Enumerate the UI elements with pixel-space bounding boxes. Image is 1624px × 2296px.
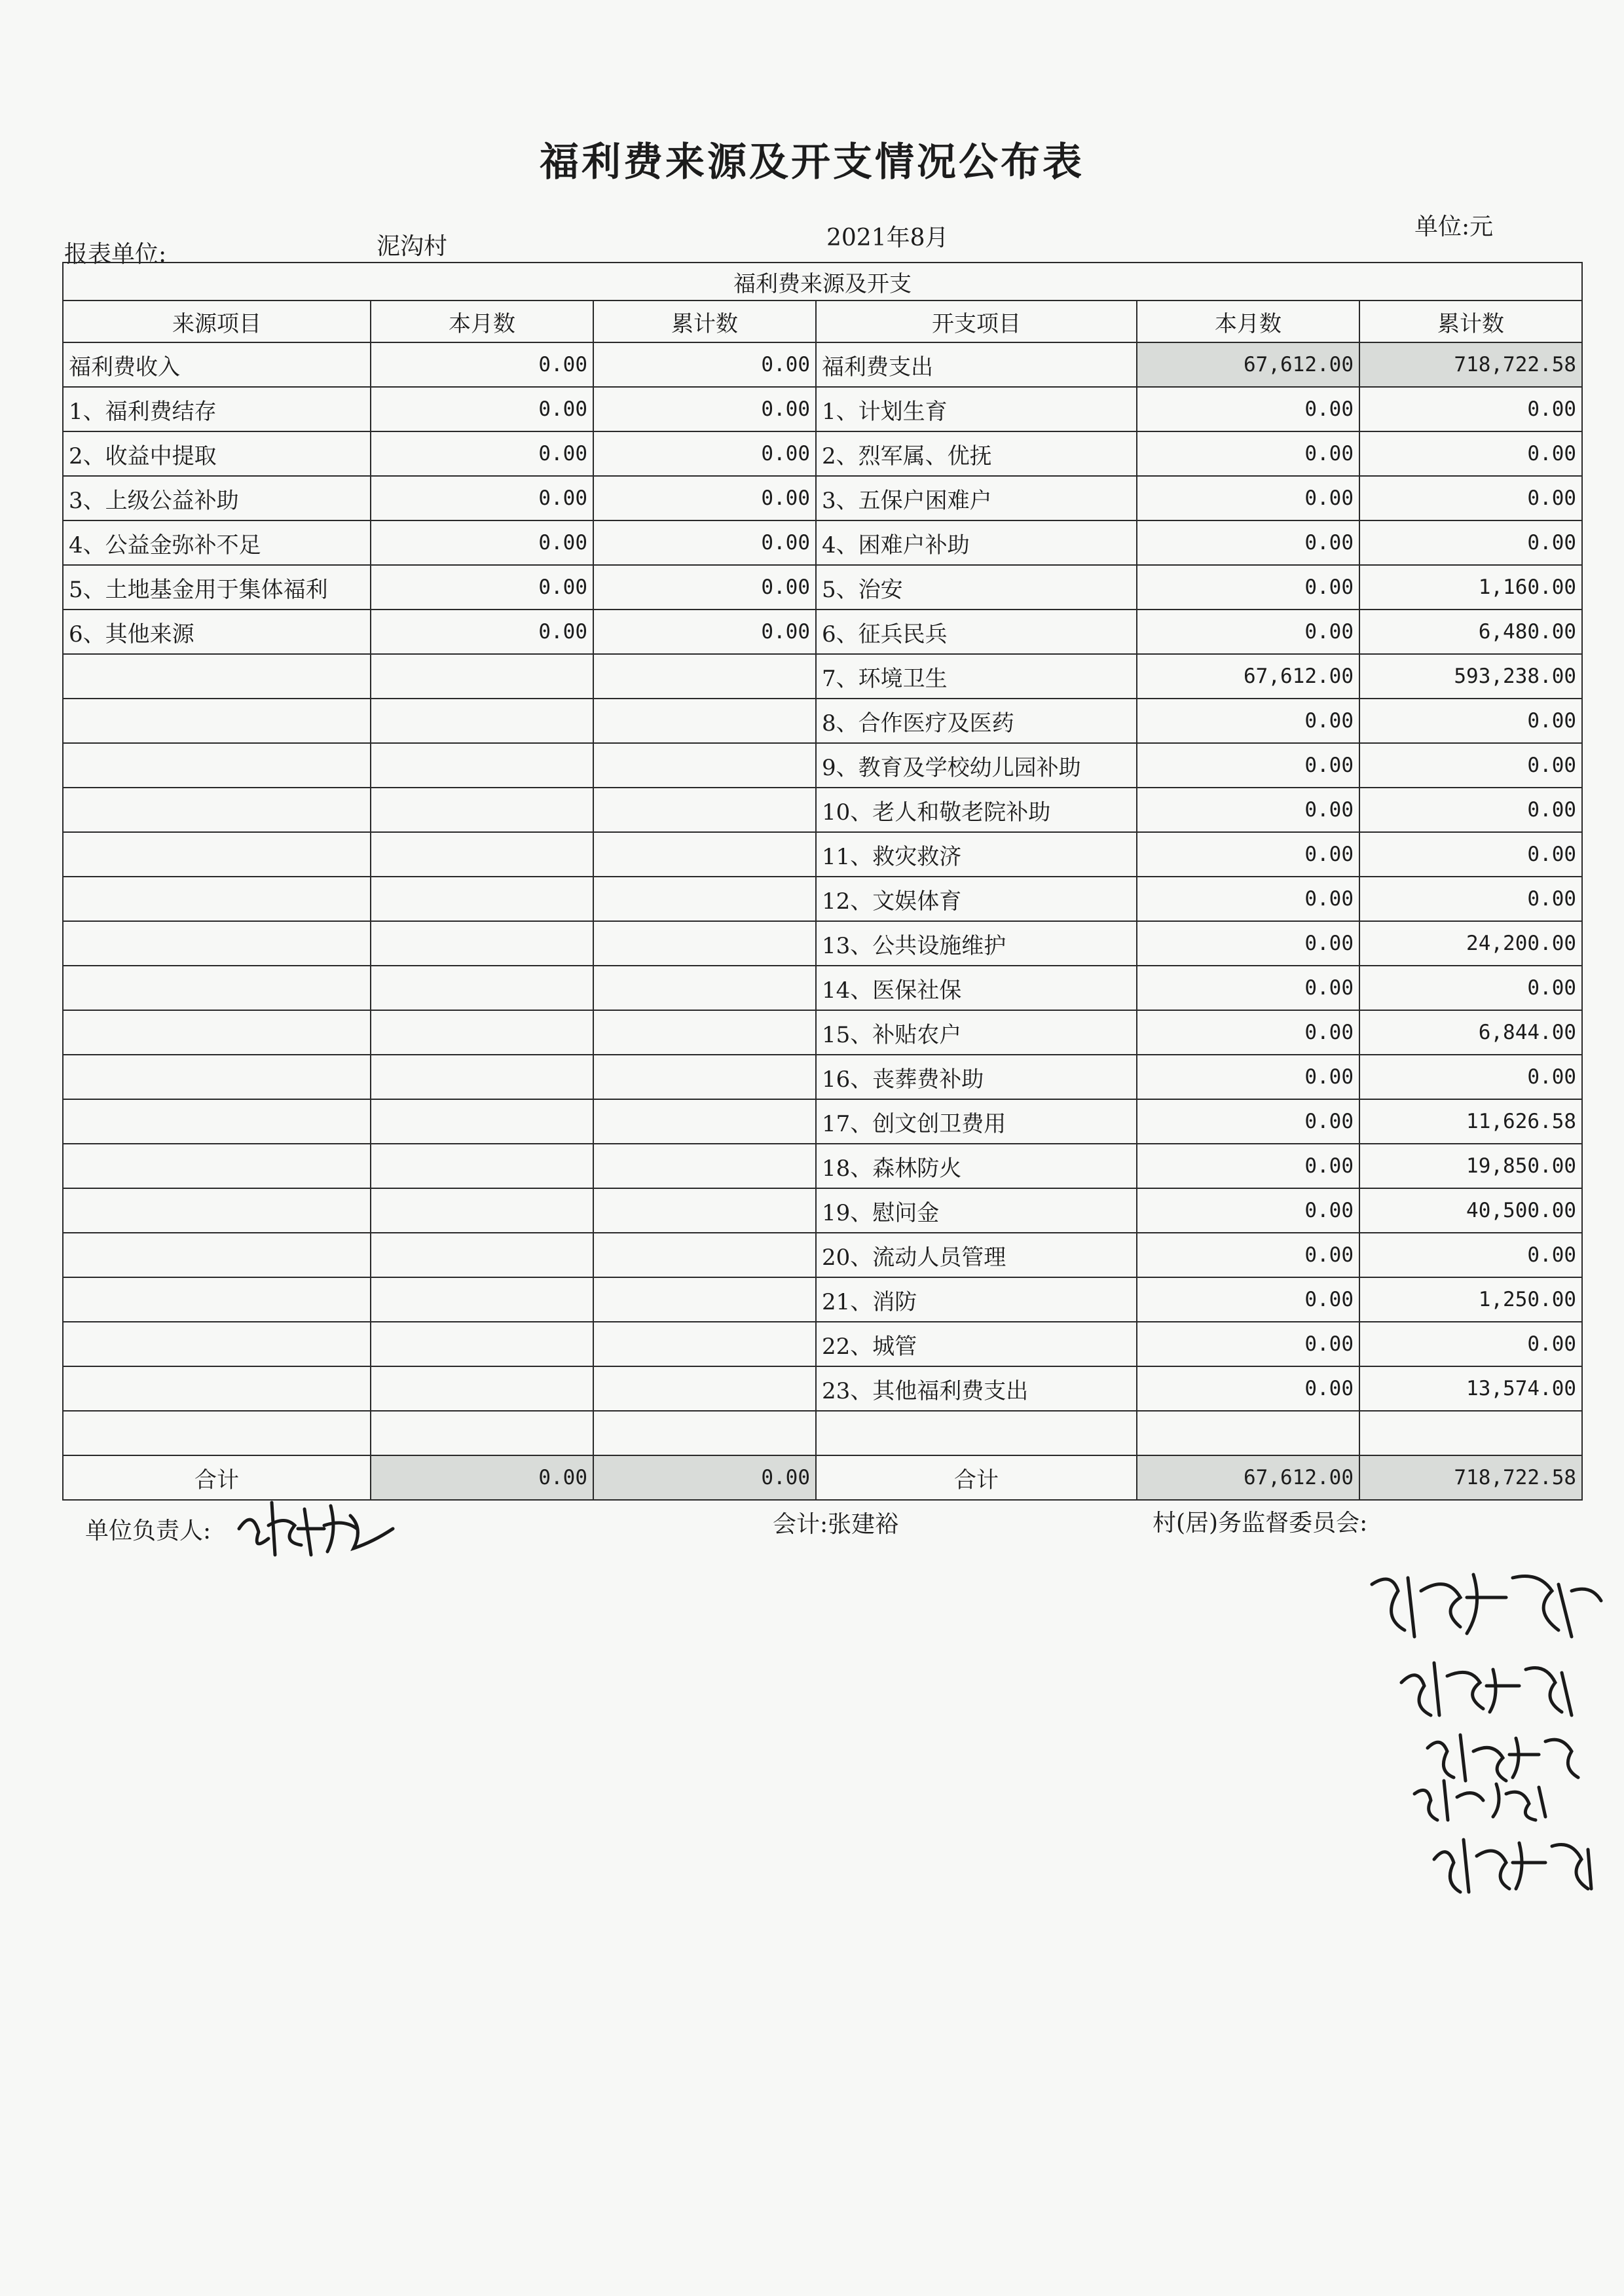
expense-item-cell: 10、老人和敬老院补助 [816, 788, 1137, 832]
source-cumulative-cell [593, 1010, 816, 1055]
table-row [63, 1010, 1582, 1055]
expense-month-cell: 0.00 [1137, 788, 1359, 832]
expense-month-cell: 0.00 [1137, 1277, 1359, 1322]
source-item-cell [63, 654, 371, 699]
source-item-cell [63, 877, 371, 921]
source-month-cell: 0.00 [371, 610, 593, 654]
source-item-cell [63, 832, 371, 877]
expense-item-cell: 6、征兵民兵 [816, 610, 1137, 654]
expense-item-cell: 7、环境卫生 [816, 654, 1137, 699]
source-cumulative-cell [593, 788, 816, 832]
expense-cumulative-cell: 13,574.00 [1359, 1366, 1582, 1411]
expense-item-cell: 20、流动人员管理 [816, 1233, 1137, 1277]
table-row [63, 610, 1582, 654]
expense-month-cell [1137, 1411, 1359, 1455]
source-item-cell [63, 743, 371, 788]
expense-item-cell: 22、城管 [816, 1322, 1137, 1366]
accountant-label: 会计:张建裕 [773, 1511, 899, 1538]
expense-cumulative-cell: 6,844.00 [1359, 1010, 1582, 1055]
col-expense-item: 开支项目 [816, 301, 1137, 342]
source-cumulative-cell: 0.00 [593, 520, 816, 565]
expense-cumulative-cell: 0.00 [1359, 520, 1582, 565]
expense-item-cell: 12、文娱体育 [816, 877, 1137, 921]
expense-cumulative-cell: 0.00 [1359, 966, 1582, 1010]
expense-month-cell: 0.00 [1137, 832, 1359, 877]
expense-cumulative-cell: 19,850.00 [1359, 1144, 1582, 1188]
table-row [63, 1144, 1582, 1188]
source-month-cell [371, 966, 593, 1010]
expense-month-cell: 0.00 [1137, 565, 1359, 610]
source-month-cell: 0.00 [371, 476, 593, 520]
expense-month-cell: 0.00 [1137, 1366, 1359, 1411]
source-cumulative-cell [593, 921, 816, 966]
expense-item-cell [816, 1411, 1137, 1455]
expense-month-cell: 0.00 [1137, 476, 1359, 520]
table-row [63, 1277, 1582, 1322]
source-cumulative-cell [593, 1322, 816, 1366]
source-item-cell: 福利费收入 [63, 342, 371, 387]
source-total-cumulative: 0.00 [593, 1455, 816, 1500]
expense-item-cell: 4、困难户补助 [816, 520, 1137, 565]
source-item-cell [63, 1411, 371, 1455]
source-cumulative-cell [593, 832, 816, 877]
source-cumulative-cell [593, 1099, 816, 1144]
expense-cumulative-cell: 718,722.58 [1359, 342, 1582, 387]
expense-item-cell: 23、其他福利费支出 [816, 1366, 1137, 1411]
expense-item-cell: 17、创文创卫费用 [816, 1099, 1137, 1144]
table-row [63, 342, 1582, 387]
source-month-cell [371, 788, 593, 832]
source-month-cell [371, 1144, 593, 1188]
expense-month-cell: 0.00 [1137, 1188, 1359, 1233]
table-row [63, 520, 1582, 565]
expense-cumulative-cell: 6,480.00 [1359, 610, 1582, 654]
expense-month-cell: 0.00 [1137, 387, 1359, 431]
expense-cumulative-cell: 0.00 [1359, 1055, 1582, 1099]
expense-item-cell: 13、公共设施维护 [816, 921, 1137, 966]
source-total-month: 0.00 [371, 1455, 593, 1500]
expense-item-cell: 15、补贴农户 [816, 1010, 1137, 1055]
source-item-cell: 6、其他来源 [63, 610, 371, 654]
unit-head-label: 单位负责人: [85, 1518, 212, 1544]
reporting-unit-name: 泥沟村 [377, 233, 448, 260]
expense-month-cell: 0.00 [1137, 743, 1359, 788]
expense-cumulative-cell: 0.00 [1359, 476, 1582, 520]
expense-cumulative-cell: 0.00 [1359, 788, 1582, 832]
source-cumulative-cell [593, 699, 816, 743]
currency-unit: 单位:元 [1414, 213, 1494, 240]
source-month-cell [371, 743, 593, 788]
expense-month-cell: 0.00 [1137, 610, 1359, 654]
source-item-cell [63, 1188, 371, 1233]
expense-month-cell: 67,612.00 [1137, 654, 1359, 699]
welfare-table [62, 262, 1583, 1501]
expense-cumulative-cell: 11,626.58 [1359, 1099, 1582, 1144]
source-item-cell [63, 966, 371, 1010]
table-body [63, 342, 1582, 1455]
col-expense-month: 本月数 [1137, 301, 1359, 342]
source-cumulative-cell [593, 743, 816, 788]
expense-item-cell: 9、教育及学校幼儿园补助 [816, 743, 1137, 788]
source-item-cell [63, 1099, 371, 1144]
source-item-cell: 1、福利费结存 [63, 387, 371, 431]
table-row [63, 565, 1582, 610]
expense-item-cell: 8、合作医疗及医药 [816, 699, 1137, 743]
col-source-month: 本月数 [371, 301, 593, 342]
source-month-cell [371, 921, 593, 966]
table-row [63, 788, 1582, 832]
source-item-cell [63, 1322, 371, 1366]
page-title: 福利费来源及开支情况公布表 [540, 139, 1084, 185]
expense-month-cell: 67,612.00 [1137, 342, 1359, 387]
expense-total-month: 67,612.00 [1137, 1455, 1359, 1500]
table-row [63, 476, 1582, 520]
expense-month-cell: 0.00 [1137, 1099, 1359, 1144]
source-item-cell [63, 1233, 371, 1277]
table-row [63, 921, 1582, 966]
expense-item-cell: 19、慰问金 [816, 1188, 1137, 1233]
source-cumulative-cell [593, 1055, 816, 1099]
source-month-cell [371, 832, 593, 877]
expense-item-cell: 1、计划生育 [816, 387, 1137, 431]
source-item-cell [63, 921, 371, 966]
source-month-cell: 0.00 [371, 565, 593, 610]
expense-month-cell: 0.00 [1137, 1144, 1359, 1188]
expense-month-cell: 0.00 [1137, 520, 1359, 565]
source-month-cell [371, 1010, 593, 1055]
source-cumulative-cell [593, 1188, 816, 1233]
source-cumulative-cell: 0.00 [593, 342, 816, 387]
committee-signature-2 [1395, 1650, 1591, 1722]
expense-item-cell: 14、医保社保 [816, 966, 1137, 1010]
col-source-cumulative: 累计数 [593, 301, 816, 342]
expense-item-cell: 福利费支出 [816, 342, 1137, 387]
table-row [63, 877, 1582, 921]
table-row [63, 832, 1582, 877]
source-cumulative-cell [593, 1366, 816, 1411]
source-month-cell [371, 877, 593, 921]
expense-cumulative-cell: 0.00 [1359, 1233, 1582, 1277]
col-source-item: 来源项目 [63, 301, 371, 342]
expense-cumulative-cell: 0.00 [1359, 743, 1582, 788]
table-row [63, 654, 1582, 699]
expense-item-cell: 5、治安 [816, 565, 1137, 610]
source-month-cell [371, 699, 593, 743]
committee-signature-1 [1362, 1558, 1611, 1650]
source-item-cell [63, 1366, 371, 1411]
table-row [63, 1188, 1582, 1233]
source-month-cell [371, 1233, 593, 1277]
source-item-cell [63, 788, 371, 832]
source-cumulative-cell [593, 1144, 816, 1188]
supervisory-committee-label: 村(居)务监督委员会: [1153, 1510, 1368, 1537]
col-expense-cumulative: 累计数 [1359, 301, 1582, 342]
source-cumulative-cell: 0.00 [593, 476, 816, 520]
table-row [63, 1322, 1582, 1366]
expense-month-cell: 0.00 [1137, 1233, 1359, 1277]
table-row [63, 431, 1582, 476]
source-month-cell: 0.00 [371, 387, 593, 431]
source-cumulative-cell [593, 1411, 816, 1455]
expense-cumulative-cell: 0.00 [1359, 431, 1582, 476]
committee-signature-5 [1428, 1827, 1598, 1899]
expense-item-cell: 21、消防 [816, 1277, 1137, 1322]
source-item-cell [63, 1010, 371, 1055]
table-row [63, 1411, 1582, 1455]
source-cumulative-cell: 0.00 [593, 610, 816, 654]
source-item-cell: 3、上级公益补助 [63, 476, 371, 520]
source-cumulative-cell [593, 1233, 816, 1277]
expense-item-cell: 18、森林防火 [816, 1144, 1137, 1188]
expense-cumulative-cell: 0.00 [1359, 832, 1582, 877]
source-month-cell [371, 654, 593, 699]
source-cumulative-cell [593, 654, 816, 699]
source-item-cell: 2、收益中提取 [63, 431, 371, 476]
expense-month-cell: 0.00 [1137, 431, 1359, 476]
source-cumulative-cell: 0.00 [593, 565, 816, 610]
expense-cumulative-cell: 0.00 [1359, 699, 1582, 743]
expense-month-cell: 0.00 [1137, 1010, 1359, 1055]
source-item-cell: 5、土地基金用于集体福利 [63, 565, 371, 610]
source-item-cell [63, 1277, 371, 1322]
expense-cumulative-cell: 593,238.00 [1359, 654, 1582, 699]
table-row [63, 1055, 1582, 1099]
expense-item-cell: 16、丧葬费补助 [816, 1055, 1137, 1099]
report-date: 2021年8月 [826, 225, 949, 251]
table-row [63, 1233, 1582, 1277]
expense-cumulative-cell [1359, 1411, 1582, 1455]
source-total-label: 合计 [63, 1455, 371, 1500]
source-cumulative-cell: 0.00 [593, 431, 816, 476]
expense-item-cell: 3、五保户困难户 [816, 476, 1137, 520]
source-month-cell [371, 1055, 593, 1099]
expense-month-cell: 0.00 [1137, 1322, 1359, 1366]
committee-signature-4 [1408, 1768, 1565, 1827]
expense-cumulative-cell: 24,200.00 [1359, 921, 1582, 966]
source-item-cell: 4、公益金弥补不足 [63, 520, 371, 565]
table-row [63, 966, 1582, 1010]
expense-item-cell: 11、救灾救济 [816, 832, 1137, 877]
source-month-cell: 0.00 [371, 342, 593, 387]
source-cumulative-cell: 0.00 [593, 387, 816, 431]
source-month-cell [371, 1188, 593, 1233]
source-cumulative-cell [593, 966, 816, 1010]
expense-item-cell: 2、烈军属、优抚 [816, 431, 1137, 476]
source-month-cell [371, 1411, 593, 1455]
source-month-cell [371, 1322, 593, 1366]
source-item-cell [63, 1055, 371, 1099]
expense-month-cell: 0.00 [1137, 1055, 1359, 1099]
table-row [63, 743, 1582, 788]
source-month-cell [371, 1099, 593, 1144]
expense-cumulative-cell: 40,500.00 [1359, 1188, 1582, 1233]
table-row [63, 699, 1582, 743]
expense-month-cell: 0.00 [1137, 921, 1359, 966]
expense-month-cell: 0.00 [1137, 699, 1359, 743]
expense-cumulative-cell: 0.00 [1359, 1322, 1582, 1366]
source-month-cell [371, 1366, 593, 1411]
expense-cumulative-cell: 0.00 [1359, 387, 1582, 431]
expense-cumulative-cell: 1,160.00 [1359, 565, 1582, 610]
section-title: 福利费来源及开支 [63, 263, 1582, 301]
expense-month-cell: 0.00 [1137, 877, 1359, 921]
expense-total-cumulative: 718,722.58 [1359, 1455, 1582, 1500]
expense-month-cell: 0.00 [1137, 966, 1359, 1010]
source-month-cell [371, 1277, 593, 1322]
source-cumulative-cell [593, 877, 816, 921]
source-cumulative-cell [593, 1277, 816, 1322]
expense-cumulative-cell: 1,250.00 [1359, 1277, 1582, 1322]
table-row [63, 1099, 1582, 1144]
source-item-cell [63, 699, 371, 743]
source-item-cell [63, 1144, 371, 1188]
expense-cumulative-cell: 0.00 [1359, 877, 1582, 921]
expense-total-label: 合计 [816, 1455, 1137, 1500]
source-month-cell: 0.00 [371, 431, 593, 476]
source-month-cell: 0.00 [371, 520, 593, 565]
reporting-unit-label: 报表单位: [64, 241, 167, 268]
table-row [63, 1366, 1582, 1411]
unit-head-signature [232, 1489, 416, 1568]
table-row [63, 387, 1582, 431]
